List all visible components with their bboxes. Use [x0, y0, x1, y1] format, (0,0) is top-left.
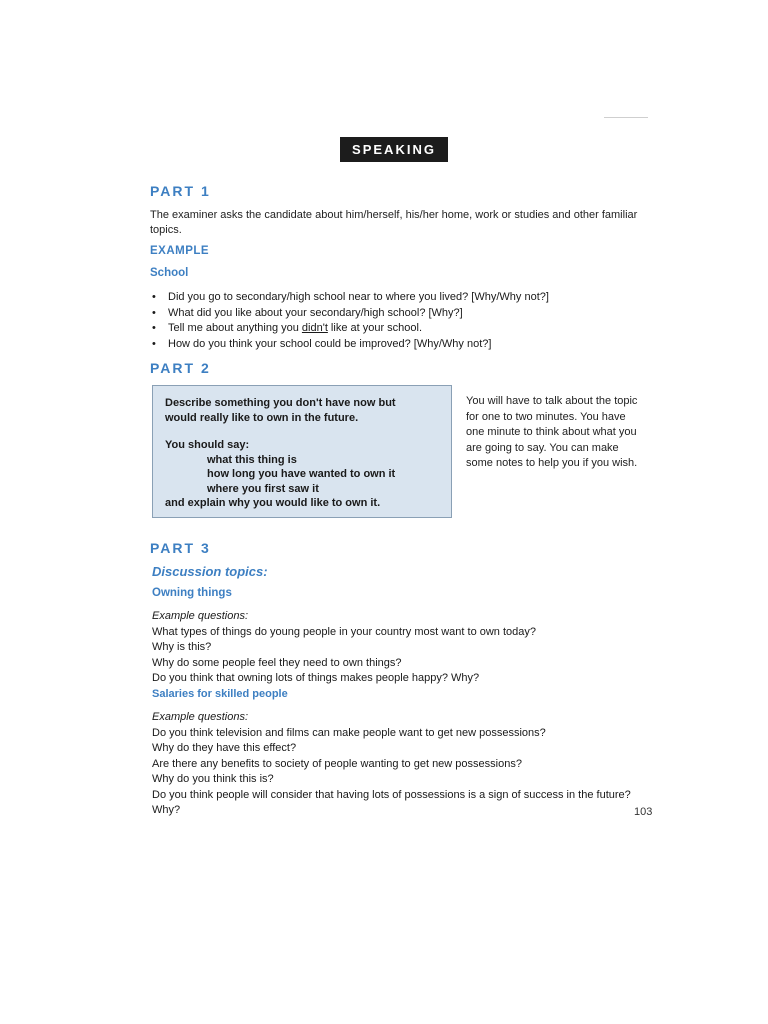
question-line: Why do some people feel they need to own things?	[152, 656, 402, 669]
cue-card-title-line2: would really like to own in the future.	[165, 411, 359, 424]
topic1-title: Owning things	[152, 587, 232, 599]
question-line: Why do you think this is?	[152, 773, 274, 785]
example-questions-label: Example questions:	[152, 610, 248, 622]
cue-card-explain: and explain why you would like to own it.	[165, 497, 381, 509]
part1-intro: The examiner asks the candidate about him/herself, his/her home, work or studies and other familiar topics.	[150, 209, 638, 236]
cue-point: where you first saw it	[207, 482, 319, 495]
section-banner: SPEAKING	[340, 137, 448, 162]
cue-card	[152, 385, 452, 518]
part1-topic: School	[150, 267, 189, 279]
list-item: • Did you go to secondary/high school near to where you lived? [Why/Why not?]	[150, 290, 549, 306]
question-line: Why do they have this effect?	[152, 742, 297, 754]
topic2-title: Salaries for skilled people	[152, 688, 288, 700]
part3-heading: PART 3	[150, 540, 211, 556]
part1-heading: PART 1	[150, 183, 211, 199]
part2-instructions: You will have to talk about the topic for one to two minutes. You have one minute to think about what you are going to say. You can make some notes to help you if you wish.	[466, 395, 638, 469]
list-item	[150, 321, 549, 337]
question-line: Are there any benefits to society of people wanting to get new possessions?	[152, 757, 522, 770]
example-questions-label: Example questions:	[152, 711, 248, 723]
cue-card-title-line1: Describe something you don't have now but	[165, 397, 396, 409]
list-item: • What did you like about your secondary/high school? [Why?]	[150, 306, 549, 322]
cue-point: how long you have wanted to own it	[207, 468, 396, 480]
topic1-questions	[152, 609, 652, 687]
page-number: 103	[634, 806, 653, 818]
part1-question-list	[150, 290, 549, 352]
question-line: Do you think that owning lots of things makes people happy? Why?	[152, 672, 480, 684]
topic2-questions	[152, 710, 652, 819]
cue-point: what this thing is	[207, 453, 297, 466]
question-line: What types of things do young people in your country most want to own today?	[152, 625, 537, 638]
example-label: EXAMPLE	[150, 245, 210, 257]
should-say-label: You should say:	[165, 439, 250, 451]
part2-heading: PART 2	[150, 360, 211, 376]
discussion-topics-heading: Discussion topics:	[152, 564, 268, 579]
question-line: Do you think television and films can make people want to get new possessions?	[152, 726, 546, 739]
scan-mark	[604, 117, 648, 118]
question-text: Tell me about anything you didn't like at your school.	[168, 322, 423, 334]
emphasis-word: didn't	[301, 322, 328, 334]
question-line: Why is this?	[152, 641, 212, 653]
list-item: • How do you think your school could be improved? [Why/Why not?]	[150, 337, 549, 353]
question-line: Do you think people will consider that having lots of possessions is a sign of success in the future? Why?	[152, 788, 631, 816]
